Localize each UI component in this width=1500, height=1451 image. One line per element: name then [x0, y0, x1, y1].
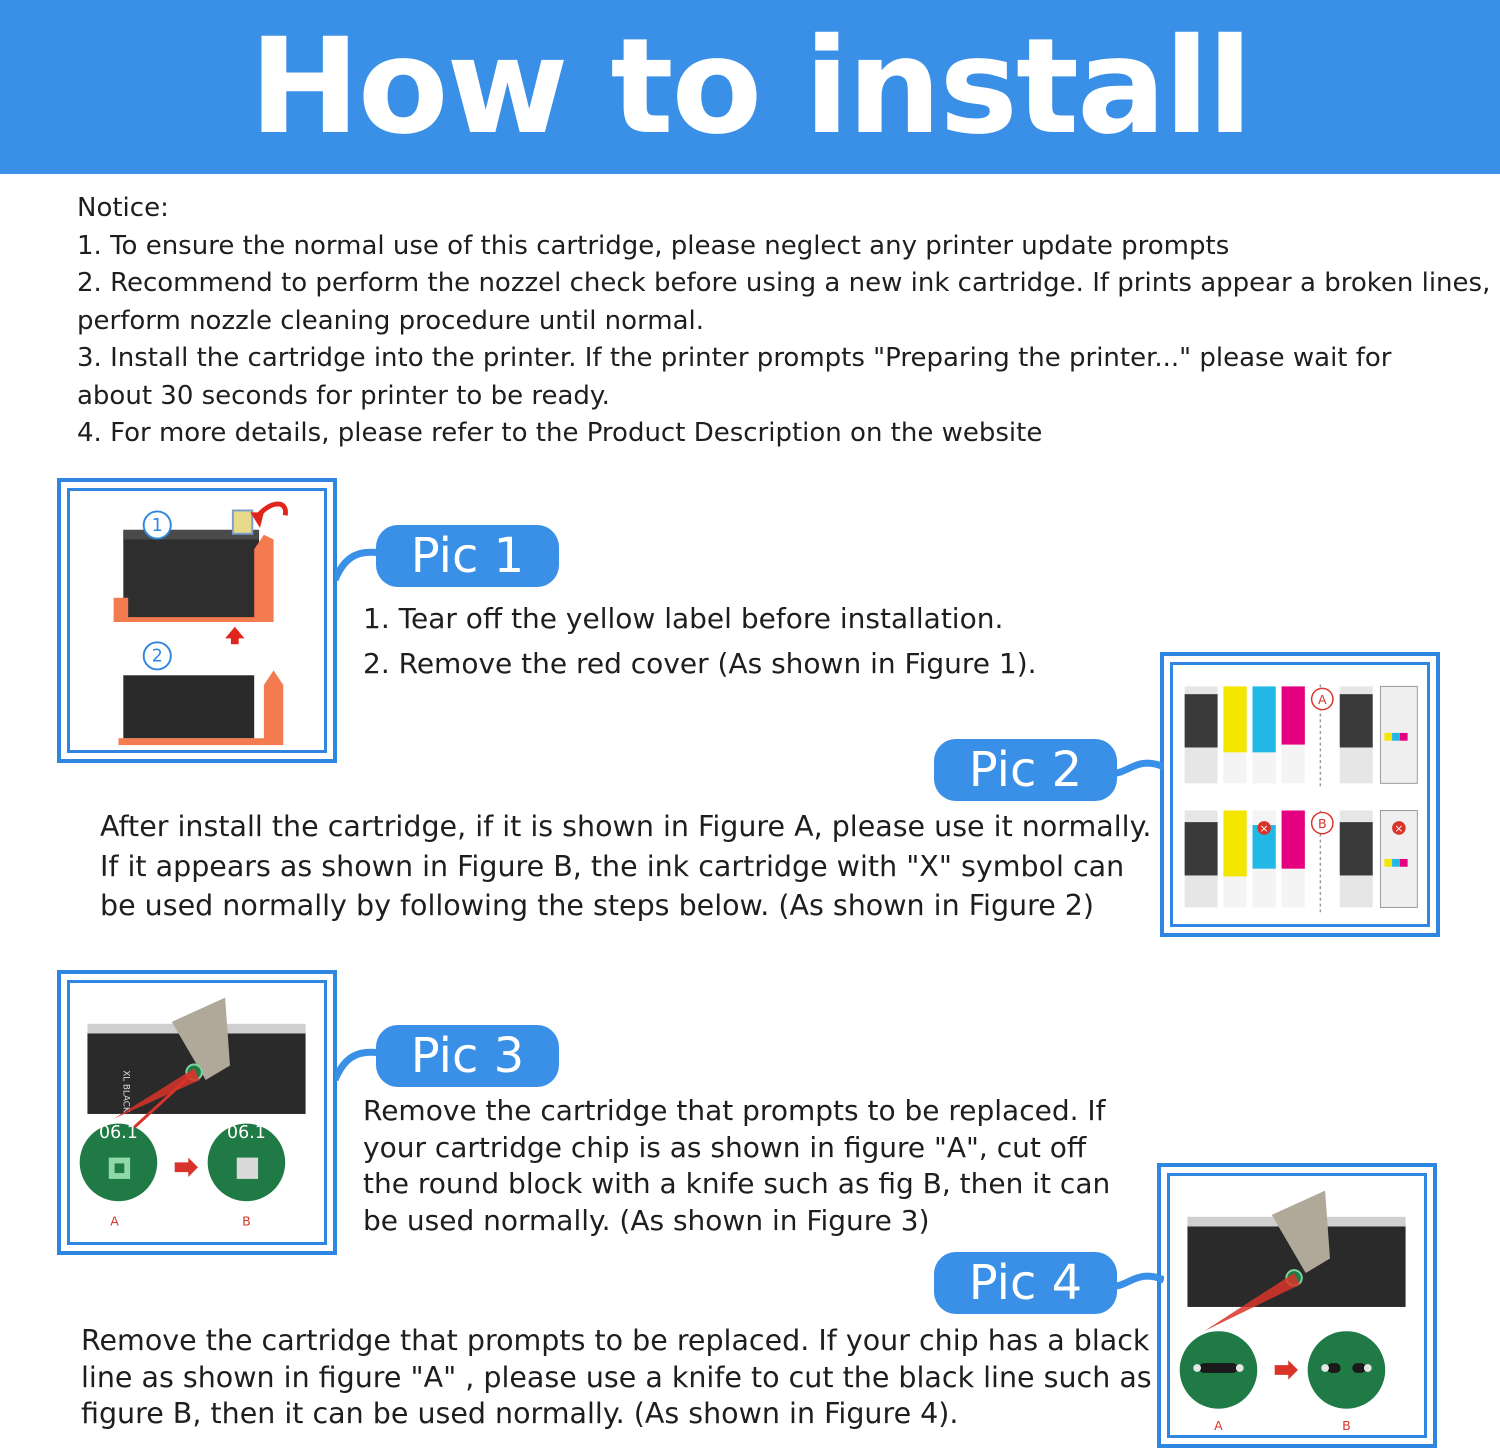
svg-text:06.1: 06.1: [227, 1123, 266, 1144]
svg-text:XL BLACK: XL BLACK: [120, 1070, 131, 1113]
pic-2-line: If it appears as shown in Figure B, the ink cartridge with "X" symbol can: [100, 849, 1125, 883]
title-banner: [0, 0, 1500, 174]
notice-line: perform nozzle cleaning procedure until normal.: [77, 305, 705, 336]
notice-line: 4. For more details, please refer to the Product Description on the website: [77, 418, 1043, 448]
figure-4-image: [1167, 1173, 1427, 1438]
pic-3-label: Pic 3: [376, 1025, 559, 1087]
pic-2-line: After install the cartridge, if it is shown in Figure A, please use it normally.: [100, 810, 1152, 843]
figure-b-row: [1185, 810, 1418, 912]
svg-text:A: A: [110, 1213, 119, 1229]
pic-2-connector: [1112, 755, 1164, 785]
cartridge-bottom: [123, 675, 254, 738]
pic-3-line: your cartridge chip is as shown in figure "A", cut off: [363, 1130, 1087, 1164]
figure-2-image: [1170, 662, 1430, 927]
pic-1-connector: [335, 545, 380, 585]
notice-line: 2. Recommend to perform the nozzel check before using a new ink cartridge. If prints appear a broken lines,: [77, 268, 1491, 298]
pic-1-step: 2. Remove the red cover (As shown in Figure 1).: [363, 647, 1037, 680]
svg-text:B: B: [1317, 815, 1327, 831]
figure-4-frame: [1157, 1163, 1437, 1448]
figure-1-image: [67, 488, 327, 753]
pic-1-steps: [363, 596, 1143, 686]
pic-3-connector: [335, 1045, 380, 1085]
cartridge-top: [123, 530, 259, 622]
pic-2-text: [100, 807, 1160, 926]
notice-heading: Notice:: [77, 193, 169, 223]
svg-text:B: B: [242, 1213, 251, 1229]
pic-3-line: the round block with a knife such as fig B, then it can: [363, 1167, 1111, 1200]
chip-b: [1308, 1331, 1386, 1409]
svg-text:B: B: [1342, 1418, 1351, 1434]
pic-3-line: be used normally. (As shown in Figure 3): [363, 1203, 930, 1237]
notice-line: about 30 seconds for printer to be ready.: [77, 380, 610, 411]
svg-text:A: A: [1317, 691, 1327, 707]
pic-4-label: Pic 4: [934, 1252, 1117, 1314]
svg-text:1: 1: [151, 515, 163, 536]
notice-line: 1. To ensure the normal use of this cartridge, please neglect any printer update prompts: [77, 230, 1230, 261]
svg-text:A: A: [1214, 1418, 1223, 1434]
pic-4-line: Remove the cartridge that prompts to be replaced. If your chip has a black: [81, 1324, 1150, 1357]
cartridge-install-illustration: [70, 491, 324, 750]
pic-2-label: Pic 2: [934, 739, 1117, 801]
svg-text:2: 2: [151, 646, 163, 667]
pic-1-step: 1. Tear off the yellow label before installation.: [363, 602, 1004, 635]
pic-4-line: figure B, then it can be used normally. (As shown in Figure 4).: [81, 1397, 959, 1430]
svg-text:×: ×: [1259, 821, 1269, 835]
figure-2-frame: [1160, 652, 1440, 937]
chip-cut-illustration: [70, 983, 324, 1242]
svg-text:×: ×: [1394, 821, 1404, 835]
pic-4-connector: [1112, 1268, 1164, 1298]
figure-1-frame: [57, 478, 337, 763]
pic-3-line: Remove the cartridge that prompts to be replaced. If: [363, 1094, 1106, 1127]
notice-line: 3. Install the cartridge into the printer. If the printer prompts "Preparing the printer..." please wait for: [77, 343, 1392, 373]
figure-3-frame: [57, 970, 337, 1255]
pic-1-label: Pic 1: [376, 525, 559, 587]
pic-4-line: line as shown in figure "A" , please use a knife to cut the black line such as: [81, 1360, 1152, 1394]
notice-section: [77, 190, 1497, 453]
pic-2-line: be used normally by following the steps below. (As shown in Figure 2): [100, 889, 1095, 922]
svg-text:06.1: 06.1: [99, 1123, 138, 1144]
chip-line-cut-illustration: [1170, 1176, 1424, 1435]
ink-status-illustration: [1173, 665, 1427, 924]
page-title: How to install: [249, 10, 1251, 164]
yellow-label: [233, 510, 252, 533]
figure-a-row: [1185, 684, 1418, 786]
pic-3-text: [363, 1093, 1143, 1239]
figure-3-image: [67, 980, 327, 1245]
pic-4-text: [81, 1323, 1156, 1433]
arrow-right-icon: [175, 1158, 198, 1177]
arrow-right-icon: [1275, 1360, 1298, 1379]
